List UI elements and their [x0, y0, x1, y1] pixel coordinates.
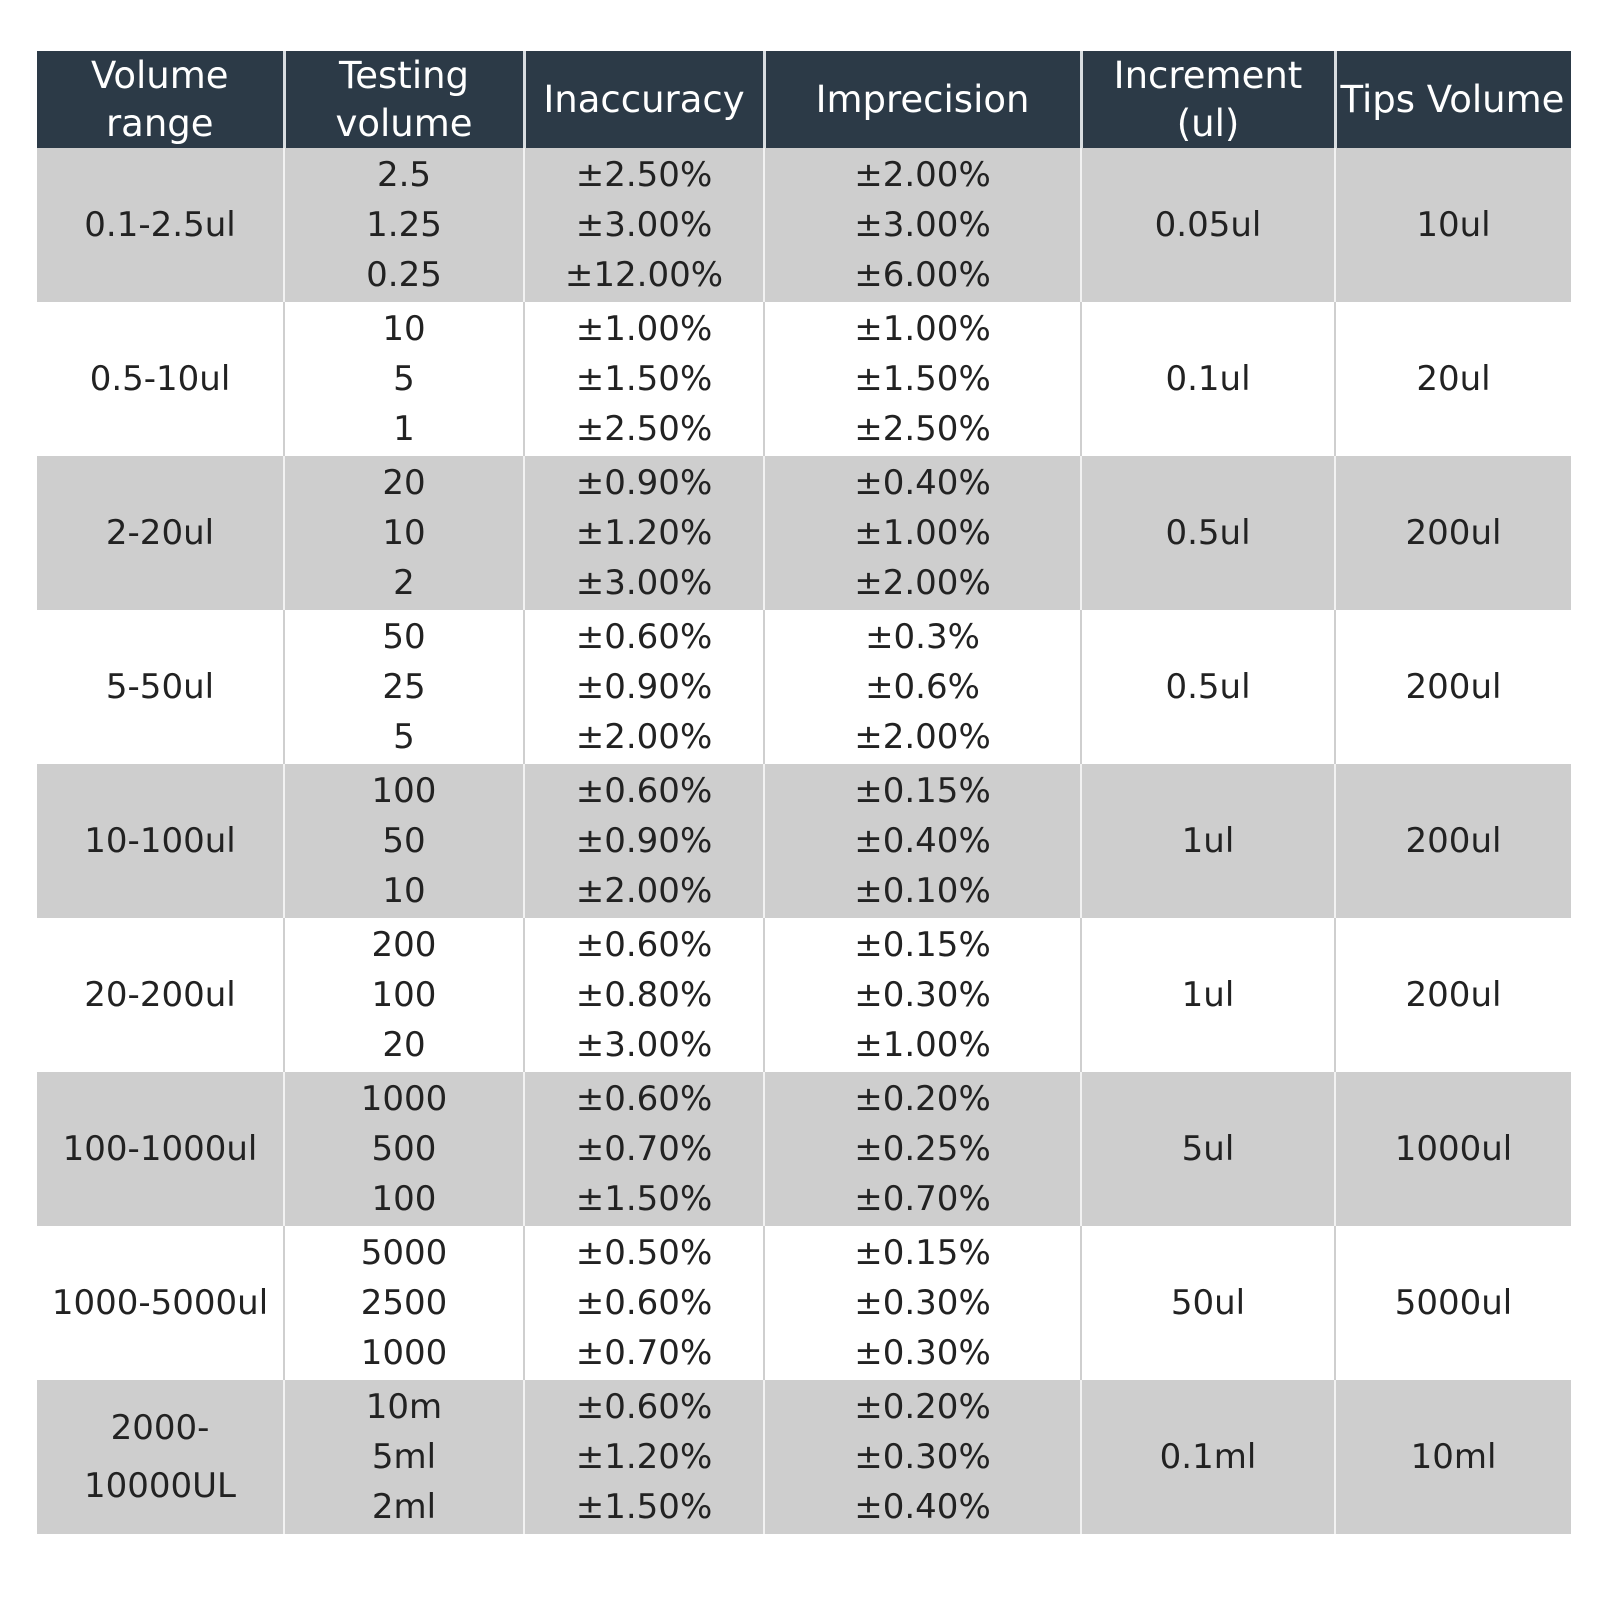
volume-range-cell [37, 918, 284, 1072]
inaccuracy-value: ±0.60% [575, 1283, 713, 1323]
inaccuracy-value: ±0.90% [575, 821, 713, 861]
volume-range-text: 2000- [110, 1408, 210, 1448]
imprecision-value: ±3.00% [854, 205, 991, 245]
imprecision-cell [764, 148, 1081, 302]
tips-volume-value: 200ul [1405, 667, 1502, 707]
increment-value: 1ul [1181, 821, 1235, 861]
volume-range-text: 10000UL [84, 1466, 236, 1506]
inaccuracy-value: ±0.80% [575, 975, 713, 1015]
imprecision-value: ±0.30% [854, 1283, 991, 1323]
volume-range-cell [37, 1226, 284, 1380]
testing-volume-cell [284, 302, 524, 456]
inaccuracy-value: ±0.60% [575, 1387, 713, 1427]
increment-value: 1ul [1181, 975, 1235, 1015]
header-inaccuracy-line: Inaccuracy [543, 77, 745, 121]
testing-volume-value: 50 [382, 821, 426, 861]
inaccuracy-value: ±0.70% [575, 1129, 713, 1169]
volume-range-cell [37, 456, 284, 610]
testing-volume-value: 2.5 [376, 155, 432, 195]
inaccuracy-value: ±1.20% [575, 1437, 713, 1477]
tips-volume-cell [1335, 1226, 1571, 1380]
imprecision-value: ±2.50% [854, 409, 991, 449]
imprecision-cell [764, 918, 1081, 1072]
testing-volume-value: 5000 [360, 1233, 448, 1273]
imprecision-cell [764, 764, 1081, 918]
imprecision-cell [764, 1226, 1081, 1380]
table-body [37, 148, 1571, 1534]
inaccuracy-value: ±1.50% [575, 359, 713, 399]
testing-volume-value: 2 [393, 563, 415, 603]
header-testing-volume-line: Testing [338, 53, 470, 97]
imprecision-value: ±0.15% [854, 1233, 991, 1273]
imprecision-value: ±0.40% [854, 1487, 991, 1527]
testing-volume-value: 25 [382, 667, 426, 707]
tips-volume-value: 200ul [1405, 821, 1502, 861]
imprecision-value: ±0.30% [854, 975, 991, 1015]
testing-volume-cell [284, 148, 524, 302]
increment-value: 50ul [1170, 1283, 1246, 1323]
inaccuracy-cell [524, 610, 764, 764]
inaccuracy-value: ±1.20% [575, 513, 713, 553]
imprecision-value: ±1.00% [854, 513, 991, 553]
volume-range-text: 100-1000ul [62, 1129, 258, 1169]
tips-volume-cell [1335, 148, 1571, 302]
imprecision-cell [764, 610, 1081, 764]
testing-volume-cell [284, 764, 524, 918]
tips-volume-value: 5000ul [1394, 1283, 1513, 1323]
testing-volume-value: 5ml [371, 1437, 437, 1477]
increment-cell [1081, 456, 1335, 610]
imprecision-cell [764, 456, 1081, 610]
testing-volume-value: 1000 [360, 1079, 448, 1119]
table-row [37, 918, 1571, 1072]
inaccuracy-cell [524, 456, 764, 610]
header-tips-volume-line: Tips Volume [1340, 77, 1565, 121]
header-increment [1081, 51, 1335, 148]
increment-value: 5ul [1181, 1129, 1235, 1169]
volume-range-cell [37, 764, 284, 918]
imprecision-value: ±2.00% [854, 717, 991, 757]
inaccuracy-cell [524, 918, 764, 1072]
increment-cell [1081, 764, 1335, 918]
volume-range-cell [37, 302, 284, 456]
table-row [37, 456, 1571, 610]
testing-volume-cell [284, 610, 524, 764]
volume-range-cell [37, 1072, 284, 1226]
imprecision-value: ±2.00% [854, 155, 991, 195]
testing-volume-value: 200 [371, 925, 437, 965]
inaccuracy-value: ±0.70% [575, 1333, 713, 1373]
inaccuracy-value: ±2.00% [575, 717, 713, 757]
testing-volume-value: 5 [393, 717, 415, 757]
testing-volume-cell [284, 918, 524, 1072]
imprecision-cell [764, 1380, 1081, 1534]
header-inaccuracy [524, 51, 764, 148]
inaccuracy-value: ±3.00% [575, 205, 713, 245]
testing-volume-value: 1.25 [366, 205, 442, 245]
testing-volume-value: 10 [382, 309, 426, 349]
inaccuracy-value: ±1.50% [575, 1487, 713, 1527]
testing-volume-value: 500 [371, 1129, 437, 1169]
volume-range-text: 5-50ul [105, 667, 215, 707]
header-tips-volume [1335, 51, 1571, 148]
imprecision-value: ±0.20% [854, 1079, 991, 1119]
inaccuracy-value: ±0.90% [575, 667, 713, 707]
testing-volume-value: 2500 [360, 1283, 448, 1323]
testing-volume-value: 1000 [360, 1333, 448, 1373]
inaccuracy-value: ±0.60% [575, 925, 713, 965]
inaccuracy-value: ±0.90% [575, 463, 713, 503]
testing-volume-value: 20 [382, 463, 426, 503]
increment-value: 0.5ul [1165, 513, 1251, 553]
increment-value: 0.05ul [1154, 205, 1262, 245]
imprecision-value: ±0.30% [854, 1437, 991, 1477]
increment-cell [1081, 1226, 1335, 1380]
increment-cell [1081, 1072, 1335, 1226]
header-imprecision [764, 51, 1081, 148]
tips-volume-cell [1335, 764, 1571, 918]
testing-volume-value: 2ml [371, 1487, 437, 1527]
tips-volume-value: 20ul [1416, 359, 1491, 399]
testing-volume-cell [284, 1072, 524, 1226]
imprecision-value: ±0.20% [854, 1387, 991, 1427]
volume-range-text: 1000-5000ul [51, 1283, 269, 1323]
header-testing-volume [284, 51, 524, 148]
inaccuracy-value: ±3.00% [575, 1025, 713, 1065]
table-row [37, 302, 1571, 456]
imprecision-value: ±6.00% [854, 255, 991, 295]
tips-volume-value: 10ml [1410, 1437, 1497, 1477]
testing-volume-cell [284, 1226, 524, 1380]
testing-volume-value: 10 [382, 513, 426, 553]
imprecision-value: ±1.50% [854, 359, 991, 399]
inaccuracy-cell [524, 1226, 764, 1380]
inaccuracy-value: ±2.50% [575, 155, 713, 195]
testing-volume-value: 0.25 [366, 255, 442, 295]
table-row [37, 764, 1571, 918]
inaccuracy-cell [524, 1072, 764, 1226]
inaccuracy-cell [524, 764, 764, 918]
imprecision-cell [764, 302, 1081, 456]
increment-cell [1081, 1380, 1335, 1534]
inaccuracy-value: ±0.60% [575, 771, 713, 811]
testing-volume-value: 10 [382, 871, 426, 911]
inaccuracy-cell [524, 1380, 764, 1534]
header-testing-volume-line: volume [335, 101, 473, 145]
imprecision-value: ±2.00% [854, 563, 991, 603]
imprecision-value: ±0.40% [854, 463, 991, 503]
header-volume-range-line: range [105, 101, 214, 145]
tips-volume-cell [1335, 1380, 1571, 1534]
inaccuracy-value: ±0.60% [575, 1079, 713, 1119]
increment-value: 0.5ul [1165, 667, 1251, 707]
testing-volume-value: 100 [371, 975, 437, 1015]
testing-volume-value: 10m [365, 1387, 443, 1427]
increment-value: 0.1ml [1159, 1437, 1257, 1477]
volume-range-text: 0.1-2.5ul [84, 205, 236, 245]
inaccuracy-cell [524, 302, 764, 456]
volume-range-cell [37, 148, 284, 302]
pipette-spec-table [37, 51, 1571, 1534]
table-row [37, 1380, 1571, 1534]
tips-volume-value: 200ul [1405, 513, 1502, 553]
increment-cell [1081, 148, 1335, 302]
tips-volume-cell [1335, 1072, 1571, 1226]
volume-range-text: 0.5-10ul [89, 359, 231, 399]
inaccuracy-value: ±12.00% [564, 255, 724, 295]
testing-volume-value: 5 [393, 359, 415, 399]
inaccuracy-value: ±1.00% [575, 309, 713, 349]
tips-volume-cell [1335, 456, 1571, 610]
table-row [37, 1072, 1571, 1226]
increment-cell [1081, 302, 1335, 456]
inaccuracy-value: ±3.00% [575, 563, 713, 603]
inaccuracy-value: ±2.50% [575, 409, 713, 449]
table-row [37, 148, 1571, 302]
imprecision-value: ±0.15% [854, 925, 991, 965]
testing-volume-value: 100 [371, 1179, 437, 1219]
imprecision-value: ±1.00% [854, 309, 991, 349]
volume-range-text: 10-100ul [84, 821, 236, 861]
testing-volume-cell [284, 456, 524, 610]
volume-range-cell [37, 1380, 284, 1534]
inaccuracy-cell [524, 148, 764, 302]
imprecision-value: ±0.40% [854, 821, 991, 861]
inaccuracy-value: ±0.60% [575, 617, 713, 657]
inaccuracy-value: ±2.00% [575, 871, 713, 911]
imprecision-value: ±0.3% [865, 617, 980, 657]
increment-value: 0.1ul [1165, 359, 1251, 399]
tips-volume-value: 200ul [1405, 975, 1502, 1015]
imprecision-value: ±0.6% [865, 667, 980, 707]
tips-volume-value: 10ul [1416, 205, 1491, 245]
testing-volume-value: 1 [393, 409, 415, 449]
header-volume-range-line: Volume [90, 53, 229, 97]
tips-volume-cell [1335, 302, 1571, 456]
imprecision-cell [764, 1072, 1081, 1226]
increment-cell [1081, 918, 1335, 1072]
header-volume-range [37, 51, 284, 148]
imprecision-value: ±0.10% [854, 871, 991, 911]
volume-range-cell [37, 610, 284, 764]
spec-table-container [37, 51, 1571, 1534]
tips-volume-value: 1000ul [1394, 1129, 1513, 1169]
volume-range-text: 2-20ul [105, 513, 215, 553]
imprecision-value: ±0.70% [854, 1179, 991, 1219]
header-increment-line: (ul) [1176, 101, 1240, 145]
header-increment-line: Increment [1113, 53, 1303, 97]
imprecision-value: ±0.15% [854, 771, 991, 811]
testing-volume-value: 20 [382, 1025, 426, 1065]
tips-volume-cell [1335, 610, 1571, 764]
inaccuracy-value: ±1.50% [575, 1179, 713, 1219]
header-imprecision-line: Imprecision [815, 77, 1030, 121]
testing-volume-value: 50 [382, 617, 426, 657]
table-row [37, 1226, 1571, 1380]
inaccuracy-value: ±0.50% [575, 1233, 713, 1273]
imprecision-value: ±0.30% [854, 1333, 991, 1373]
table-header-row [37, 51, 1571, 148]
imprecision-value: ±1.00% [854, 1025, 991, 1065]
tips-volume-cell [1335, 918, 1571, 1072]
increment-cell [1081, 610, 1335, 764]
imprecision-value: ±0.25% [854, 1129, 991, 1169]
volume-range-text: 20-200ul [84, 975, 236, 1015]
table-row [37, 610, 1571, 764]
testing-volume-value: 100 [371, 771, 437, 811]
testing-volume-cell [284, 1380, 524, 1534]
